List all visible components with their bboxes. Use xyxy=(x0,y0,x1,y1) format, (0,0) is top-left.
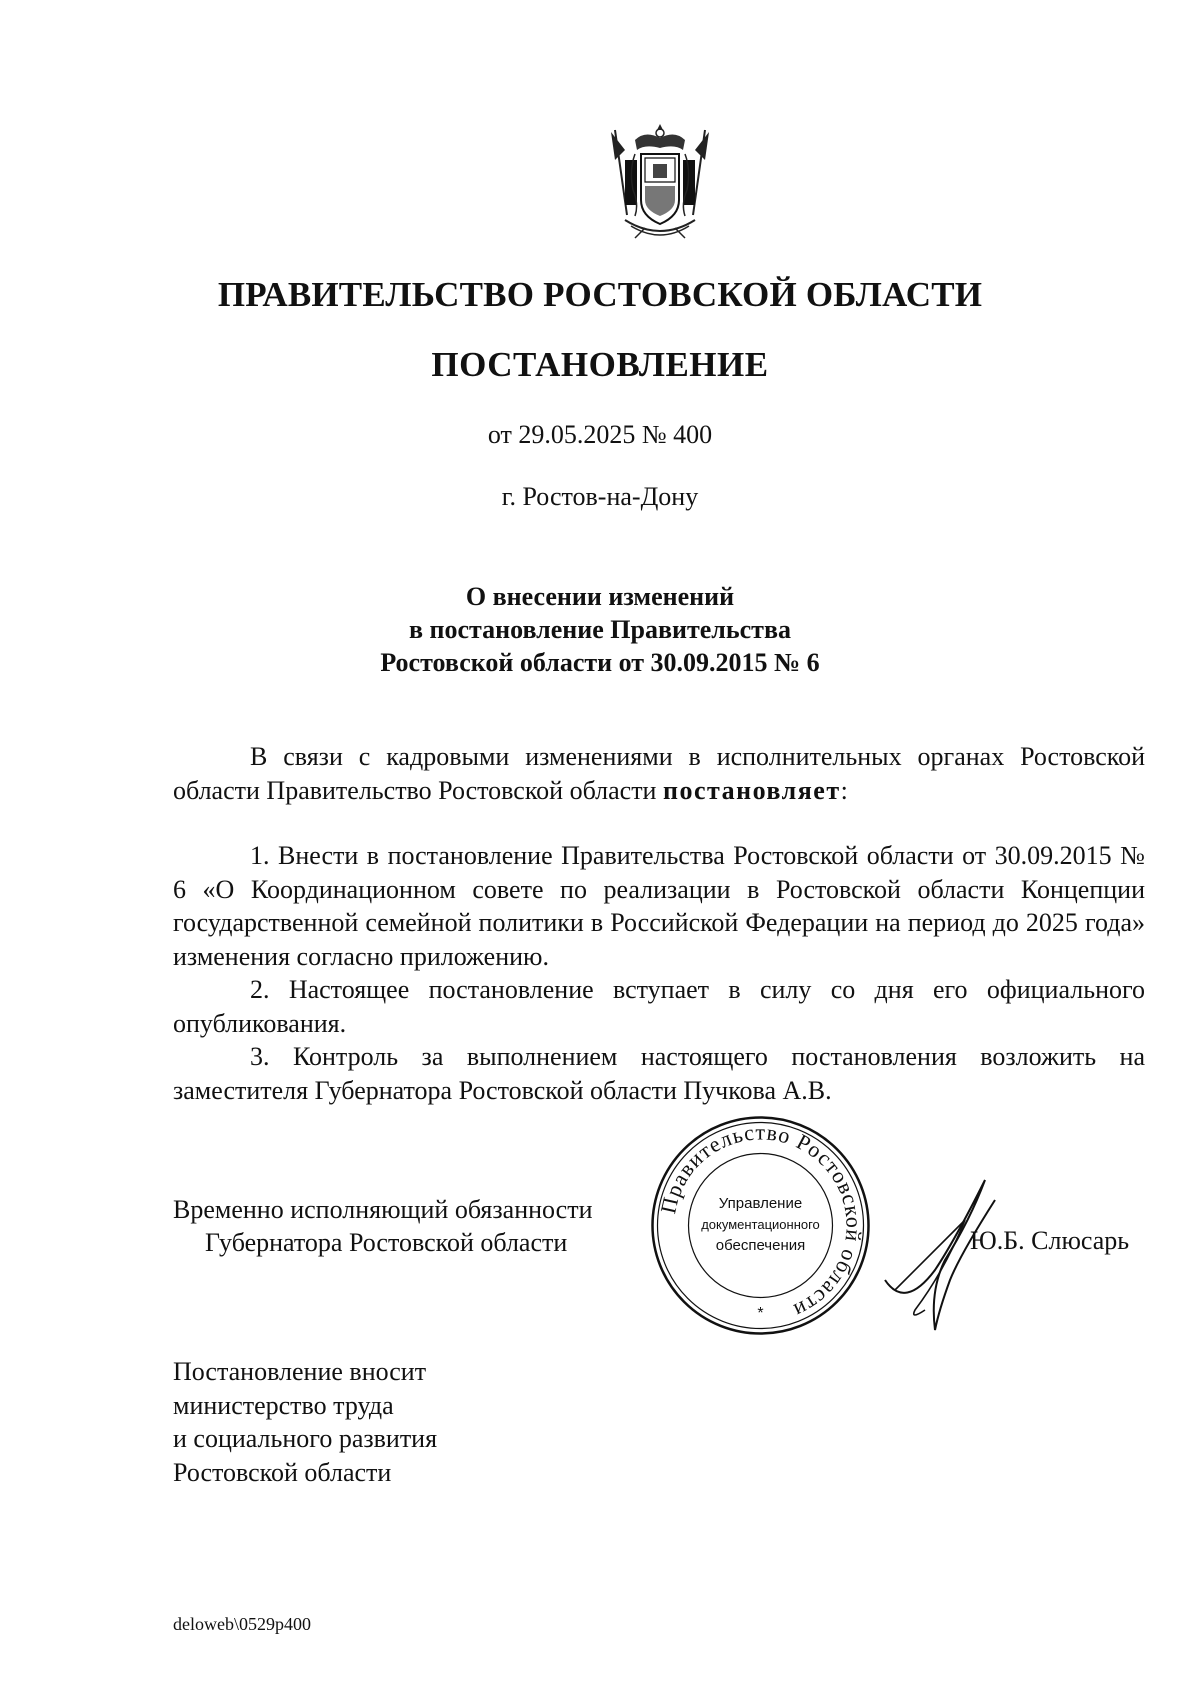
intro-emphasis: постановляет xyxy=(662,775,841,805)
stamp-line: Управление xyxy=(718,1195,803,1212)
stamp-line: обеспечения xyxy=(715,1237,806,1254)
document-type: ПОСТАНОВЛЕНИЕ xyxy=(431,345,769,384)
government-title: ПРАВИТЕЛЬСТВО РОСТОВСКОЙ ОБЛАСТИ xyxy=(217,275,983,314)
document-subject xyxy=(0,580,1200,679)
svg-text:Правительство Ростовской облас: Правительство Ростовской области xyxy=(655,1119,867,1325)
official-stamp xyxy=(648,1113,873,1338)
signatory-name: Ю.Б. Слюсарь xyxy=(970,1226,1130,1255)
resolution-items xyxy=(173,839,1145,1107)
position-line: Временно исполняющий обязанности xyxy=(173,1195,593,1224)
subject-line: в постановление Правительства xyxy=(408,615,791,644)
introduced-line: Постановление вносит xyxy=(173,1357,427,1386)
introduced-line: Ростовской области xyxy=(173,1457,392,1487)
introduced-by-block xyxy=(173,1355,437,1489)
resolution-item: 3. Контроль за выполнением настоящего постановления возложить на заместителя Губернатора Ростовской области Пучкова А.В. xyxy=(173,1042,1145,1105)
intro-tail: : xyxy=(840,775,848,805)
signatory-position xyxy=(173,1193,593,1259)
stamp-star: * xyxy=(757,1305,764,1322)
introduced-line: министерство труда xyxy=(173,1390,394,1420)
resolution-item: 1. Внести в постановление Правительства Ростовской области от 30.09.2015 № 6 «О Координационном совете по реализации в Ростовской области Концепции государственной семейной политики в Российской Федерации на период до 2025 года» изменения согласно приложению. xyxy=(173,841,1145,971)
position-line: Губернатора Ростовской области xyxy=(205,1228,568,1257)
document-city: г. Ростов-на-Дону xyxy=(501,482,699,511)
stamp-line: документационного xyxy=(701,1217,820,1232)
document-date-number: от 29.05.2025 № 400 xyxy=(487,420,713,449)
file-reference: deloweb\0529p400 xyxy=(173,1614,311,1634)
intro-text: В связи с кадровыми изменениями в исполнительных органах Ростовской области Правительство Ростовской области xyxy=(173,742,1145,805)
coat-of-arms-icon xyxy=(605,120,715,245)
subject-line: Ростовской области от 30.09.2015 № 6 xyxy=(380,648,820,677)
introduced-line: и социального развития xyxy=(173,1424,438,1453)
subject-line: О внесении изменений xyxy=(465,582,735,611)
resolution-item: 2. Настоящее постановление вступает в силу со дня его официального опубликования. xyxy=(173,975,1145,1038)
intro-paragraph xyxy=(173,740,1145,807)
